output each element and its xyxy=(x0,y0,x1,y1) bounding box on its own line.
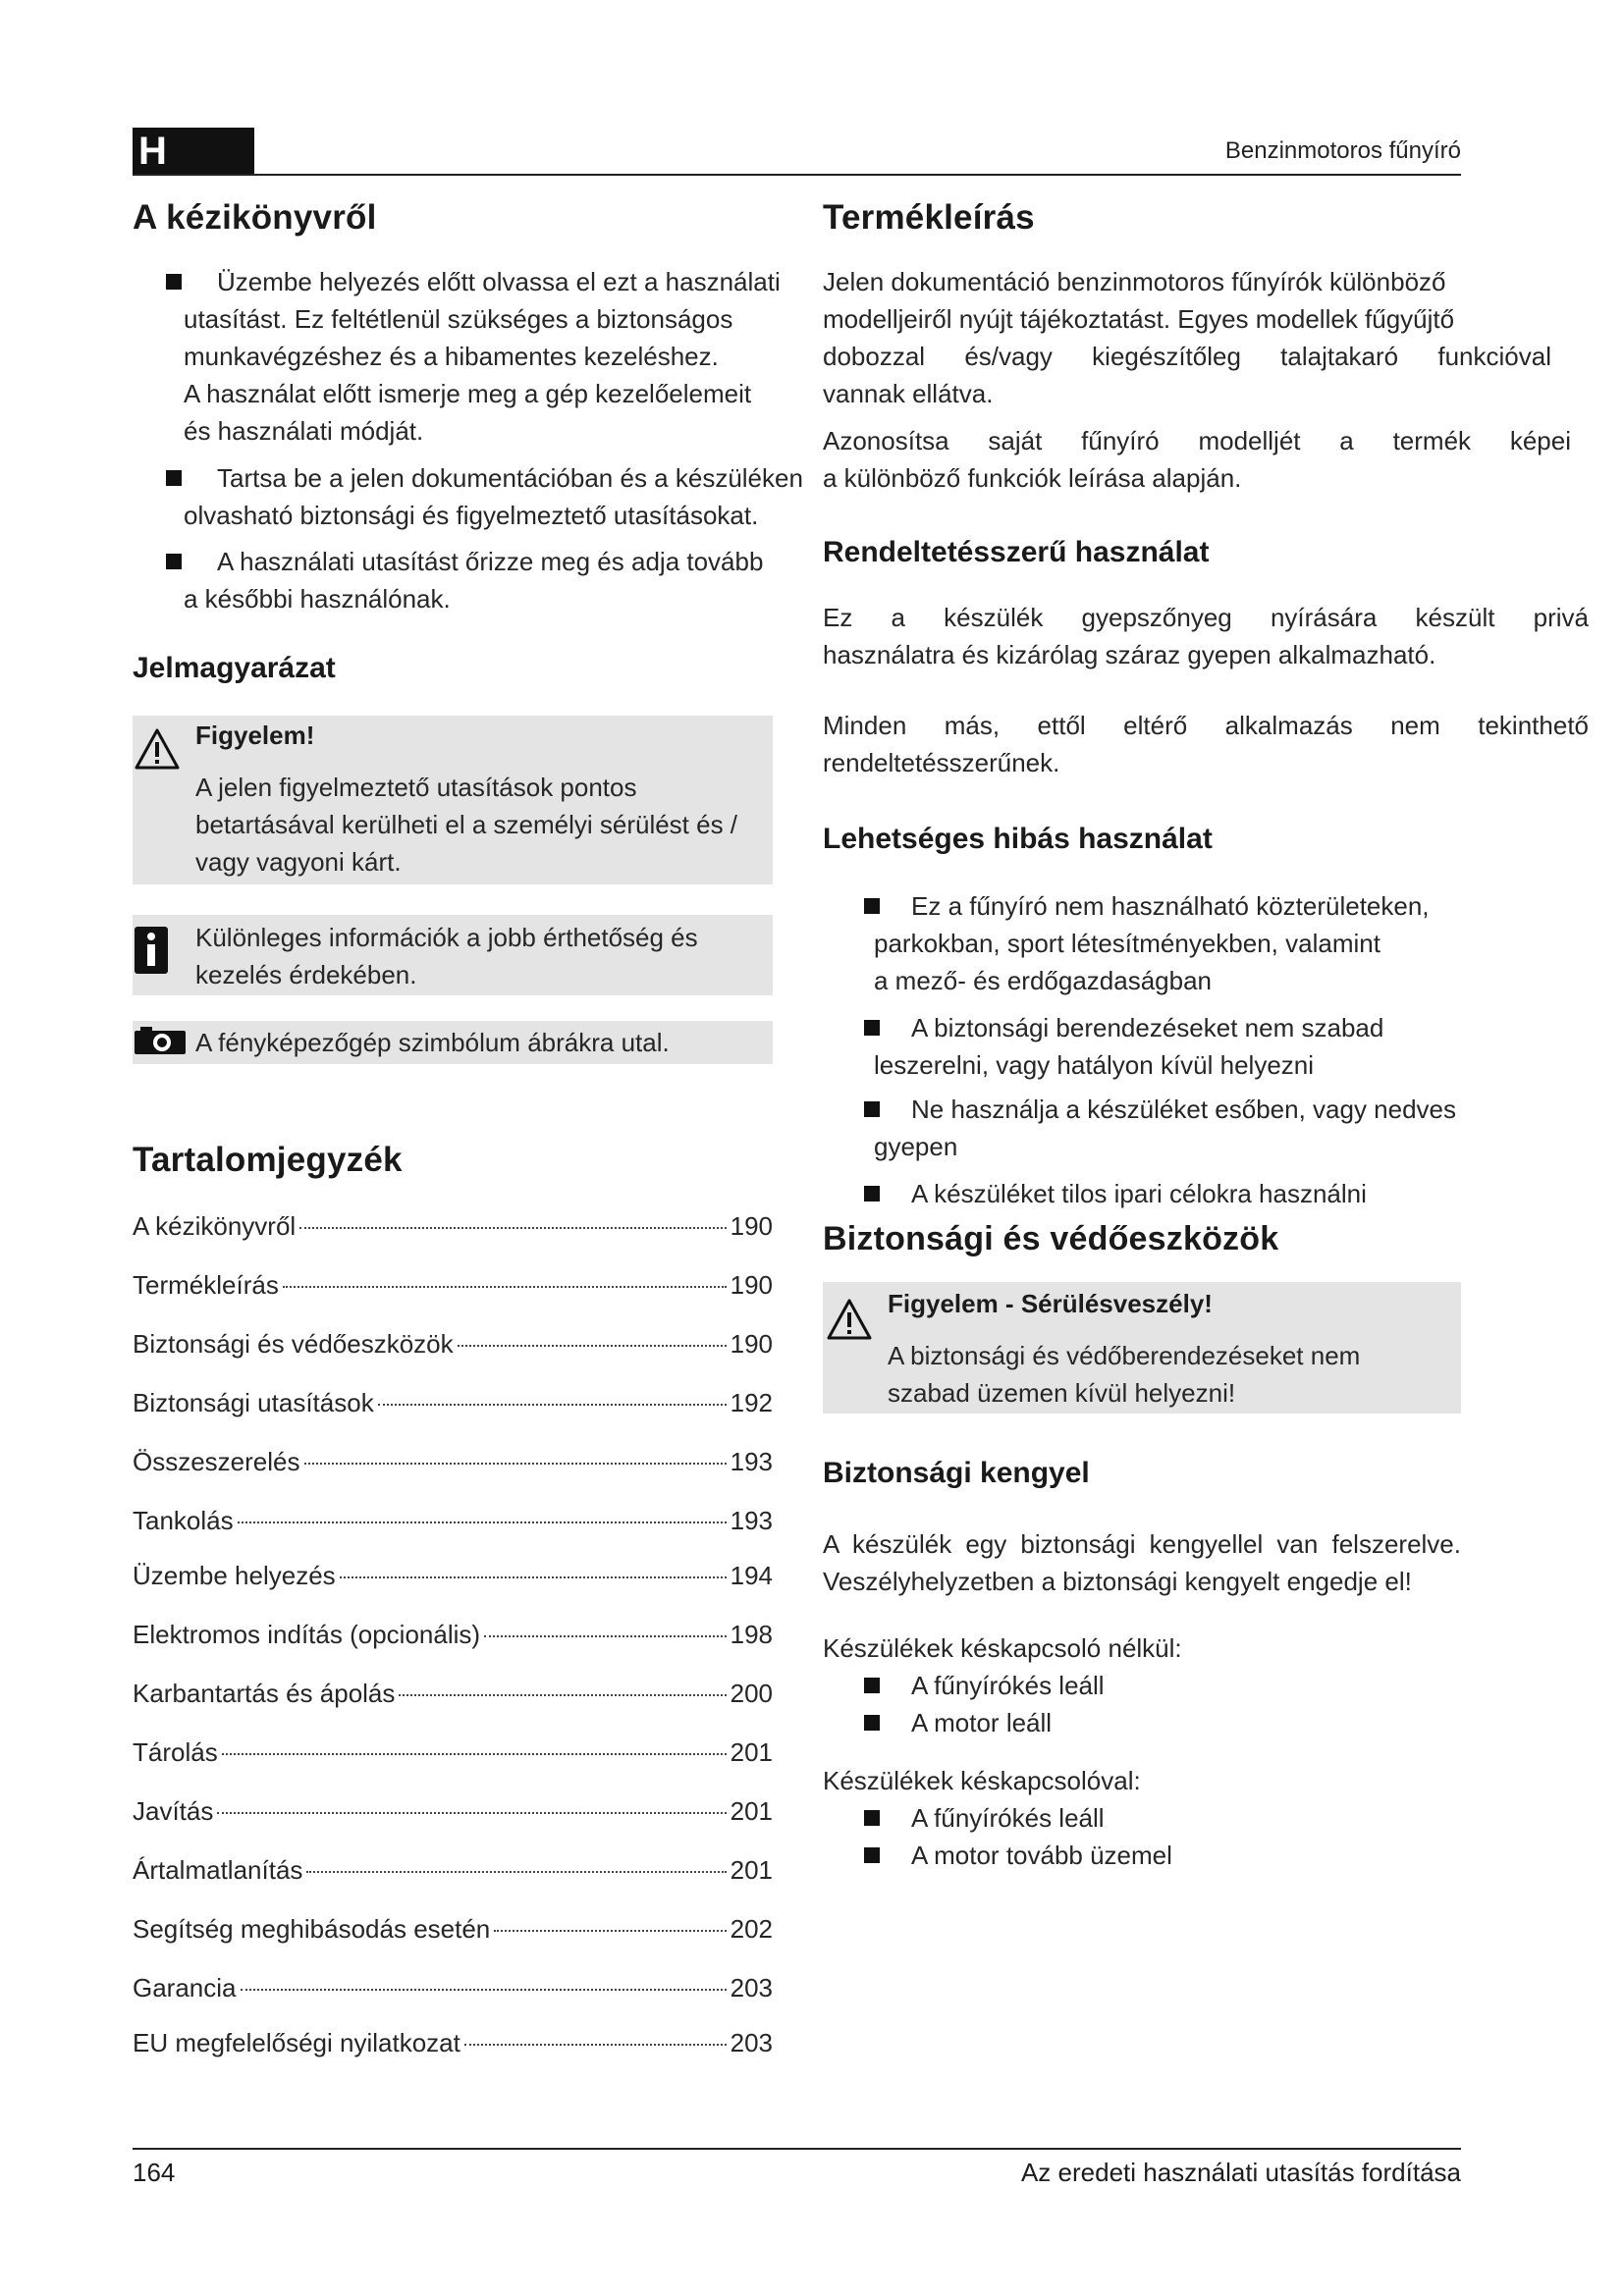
toc-dot-leader xyxy=(484,1635,727,1637)
safety-bar-heading: Biztonsági kengyel xyxy=(823,1457,1090,1489)
toc-dot-leader xyxy=(241,1989,727,1991)
about-heading: A kézikönyvről xyxy=(133,198,377,237)
safety-warning-title: Figyelem - Sérülésveszély! xyxy=(888,1289,1213,1318)
bullet-square-icon xyxy=(864,1101,880,1117)
toc-entry-title: Garancia xyxy=(133,1973,237,2002)
toc-entry-page: 198 xyxy=(730,1620,773,1649)
toc-dot-leader xyxy=(222,1753,727,1755)
legend-warning-line-1: A jelen figyelmeztető utasítások pontos xyxy=(195,773,637,802)
footer-note: Az eredeti használati utasítás fordítása xyxy=(1020,2158,1461,2187)
about-bullet-1-line-3: munkavégzéshez és a hibamentes kezeléshez. xyxy=(184,342,719,371)
legend-info-callout xyxy=(133,915,773,995)
toc-entry-title: Tárolás xyxy=(133,1737,218,1767)
camera-icon xyxy=(135,1027,186,1054)
about-bullet-3-line-1: A használati utasítást őrizze meg és adja tovább xyxy=(217,547,764,576)
toc-entry[interactable] xyxy=(133,1973,773,2010)
about-bullet-list xyxy=(133,263,820,618)
header-divider xyxy=(133,174,1461,176)
safety-bar-group-1-title: Készülékek késkapcsoló nélkül: xyxy=(823,1633,1182,1663)
list-item xyxy=(133,263,820,450)
toc-entry-title: Javítás xyxy=(133,1796,214,1826)
toc-entry-page: 190 xyxy=(730,1270,773,1300)
toc-entry-page: 190 xyxy=(730,1329,773,1359)
list-item xyxy=(133,450,820,534)
toc-entry-page: 200 xyxy=(730,1679,773,1708)
toc-entry-page: 203 xyxy=(730,2028,773,2057)
about-bullet-1-line-4: A használat előtt ismerje meg a gép kezelőelemeit xyxy=(184,379,752,408)
toc-entry-page: 194 xyxy=(730,1561,773,1590)
about-bullet-2-line-1: Tartsa be a jelen dokumentációban és a készüléken xyxy=(217,463,803,493)
bullet-square-icon xyxy=(864,1020,880,1036)
legend-warning-callout xyxy=(133,716,773,884)
warning-triangle-icon xyxy=(135,727,180,771)
legend-info-line-2: kezelés érdekében. xyxy=(195,960,417,989)
toc-dot-leader xyxy=(299,1227,726,1229)
list-item: Ne használja a készüléket esőben, vagy nedves gyepen xyxy=(823,1084,1549,1168)
misuse-bullet-list xyxy=(823,887,1549,1217)
toc-entry-page: 192 xyxy=(730,1388,773,1417)
safety-bar-group-2-title: Készülékek késkapcsolóval: xyxy=(823,1766,1141,1795)
bullet-square-icon xyxy=(864,1847,880,1863)
toc-entry[interactable] xyxy=(133,1270,773,1308)
toc-entry[interactable] xyxy=(133,1914,773,1951)
toc-entry-title: Üzembe helyezés xyxy=(133,1561,336,1590)
toc-entry[interactable] xyxy=(133,1561,773,1598)
misuse-heading: Lehetséges hibás használat xyxy=(823,823,1213,855)
legend-camera-text: A fényképezőgép szimbólum ábrákra utal. xyxy=(195,1028,670,1057)
toc-entry-page: 190 xyxy=(730,1211,773,1241)
toc-dot-leader xyxy=(464,2044,727,2046)
about-bullet-3-line-2: a későbbi használónak. xyxy=(184,584,451,614)
toc-entry[interactable] xyxy=(133,1855,773,1893)
intended-use-heading: Rendeltetésszerű használat xyxy=(823,536,1210,568)
about-bullet-1-line-5: és használati módját. xyxy=(184,416,424,446)
toc-dot-leader xyxy=(217,1812,726,1814)
toc-entry-page: 193 xyxy=(730,1447,773,1476)
toc-entry-title: Tankolás xyxy=(133,1506,234,1535)
toc-entry[interactable] xyxy=(133,1679,773,1716)
list-item: A készüléket tilos ipari célokra használni xyxy=(823,1168,1549,1217)
toc-entry-title: Segítség meghibásodás esetén xyxy=(133,1914,491,1944)
list-item: A biztonsági berendezéseket nem szabad leszerelni, vagy hatályon kívül helyezni xyxy=(823,999,1549,1084)
toc-dot-leader xyxy=(378,1404,727,1406)
legend-warning-line-2: betartásával kerülheti el a személyi sérülést és / xyxy=(195,810,738,839)
list-item xyxy=(133,534,820,618)
toc-entry-title: Termékleírás xyxy=(133,1270,279,1300)
intended-use-paragraph-1: Ez a készülék gyepszőnyeg nyírására készült privá használatra és kizárólag száraz gyepen alkalmazható. xyxy=(823,603,1589,669)
toc-dot-leader xyxy=(304,1463,727,1465)
toc-entry[interactable] xyxy=(133,1737,773,1775)
bullet-square-icon xyxy=(166,554,182,569)
toc-dot-leader xyxy=(238,1522,727,1523)
toc-entry[interactable] xyxy=(133,1388,773,1425)
bullet-square-icon xyxy=(864,1715,880,1731)
toc-entry[interactable] xyxy=(133,1620,773,1657)
toc-entry-page: 201 xyxy=(730,1796,773,1826)
header-title: Benzinmotoros fűnyíró xyxy=(1224,137,1461,164)
toc-entry-title: Biztonsági és védőeszközök xyxy=(133,1329,454,1359)
language-badge: H xyxy=(133,128,254,175)
footer-divider xyxy=(133,2148,1461,2150)
about-bullet-2-line-2: olvasható biztonsági és figyelmeztető utasításokat. xyxy=(184,501,759,530)
info-icon xyxy=(135,927,168,974)
bullet-square-icon xyxy=(864,1810,880,1826)
toc-entry[interactable] xyxy=(133,1447,773,1484)
safety-devices-heading: Biztonsági és védőeszközök xyxy=(823,1220,1279,1257)
toc-dot-leader xyxy=(340,1576,727,1578)
toc-entry[interactable] xyxy=(133,1506,773,1543)
page-number: 164 xyxy=(133,2158,176,2187)
toc-dot-leader xyxy=(306,1871,726,1873)
toc-dot-leader xyxy=(283,1286,727,1288)
bullet-square-icon xyxy=(166,470,182,486)
toc-dot-leader xyxy=(399,1694,726,1696)
toc-entry-page: 193 xyxy=(730,1506,773,1535)
toc-entry-title: A kézikönyvről xyxy=(133,1211,297,1241)
toc-entry[interactable] xyxy=(133,1796,773,1834)
toc-entry-title: Biztonsági utasítások xyxy=(133,1388,374,1417)
safety-bar-paragraph: A készülék egy biztonsági kengyellel van felszerelve. Veszélyhelyzetben a biztonsági kengyelt engedje el! xyxy=(823,1529,1461,1596)
toc-entry-title: Összeszerelés xyxy=(133,1447,300,1476)
intended-use-paragraph-2: Minden más, ettől eltérő alkalmazás nem tekinthető rendeltetésszerűnek. xyxy=(823,711,1589,777)
toc-entry[interactable] xyxy=(133,1329,773,1366)
legend-camera-callout xyxy=(133,1021,773,1064)
product-heading: Termékleírás xyxy=(823,198,1035,237)
safety-warning-callout: Figyelem - Sérülésveszély! A biztonsági és védőberendezéseket nem szabad üzemen kívül helyezni! xyxy=(823,1282,1461,1414)
toc-entry-title: EU megfelelőségi nyilatkozat xyxy=(133,2028,460,2057)
toc-entry-title: Elektromos indítás (opcionális) xyxy=(133,1620,481,1649)
toc-entry[interactable] xyxy=(133,2028,773,2065)
bullet-square-icon xyxy=(864,1186,880,1201)
toc-dot-leader xyxy=(494,1930,726,1932)
legend-warning-title: Figyelem! xyxy=(195,721,315,750)
toc-entry-page: 202 xyxy=(730,1914,773,1944)
toc-entry-page: 201 xyxy=(730,1855,773,1885)
toc-entry-title: Karbantartás és ápolás xyxy=(133,1679,396,1708)
toc-entry-title: Ártalmatlanítás xyxy=(133,1855,303,1885)
product-paragraph-1: Jelen dokumentáció benzinmotoros fűnyírók különböző modelljeiről nyújt tájékoztatást. Egyes modellek fűgyűjtő dobozzal és/vagy kiegészítőleg talajtakaró funkcióval vannak ellátva. xyxy=(823,267,1551,408)
bullet-square-icon xyxy=(864,1678,880,1693)
toc-entry-page: 201 xyxy=(730,1737,773,1767)
toc-heading: Tartalomjegyzék xyxy=(133,1141,403,1179)
warning-triangle-icon xyxy=(827,1298,872,1341)
product-paragraph-2: Azonosítsa saját fűnyíró modelljét a termék képei a különböző funkciók leírása alapján. xyxy=(823,426,1571,493)
toc-dot-leader xyxy=(458,1345,727,1347)
toc-entry-page: 203 xyxy=(730,1973,773,2002)
toc-entry[interactable] xyxy=(133,1211,773,1249)
about-bullet-1-line-2: utasítást. Ez feltétlenül szükséges a biztonságos xyxy=(184,304,733,334)
toc-list xyxy=(133,1211,773,2056)
legend-info-line-1: Különleges információk a jobb érthetőség és xyxy=(195,923,698,952)
bullet-square-icon xyxy=(864,898,880,914)
legend-warning-line-3: vagy vagyoni kárt. xyxy=(195,847,402,877)
list-item: Ez a fűnyíró nem használható közterületeken, parkokban, sport létesítményekben, valamint a mező- és erdőgazdaságban xyxy=(823,887,1549,999)
legend-heading: Jelmagyarázat xyxy=(133,652,336,684)
about-bullet-1-line-1: Üzembe helyezés előtt olvassa el ezt a használati xyxy=(217,267,781,296)
